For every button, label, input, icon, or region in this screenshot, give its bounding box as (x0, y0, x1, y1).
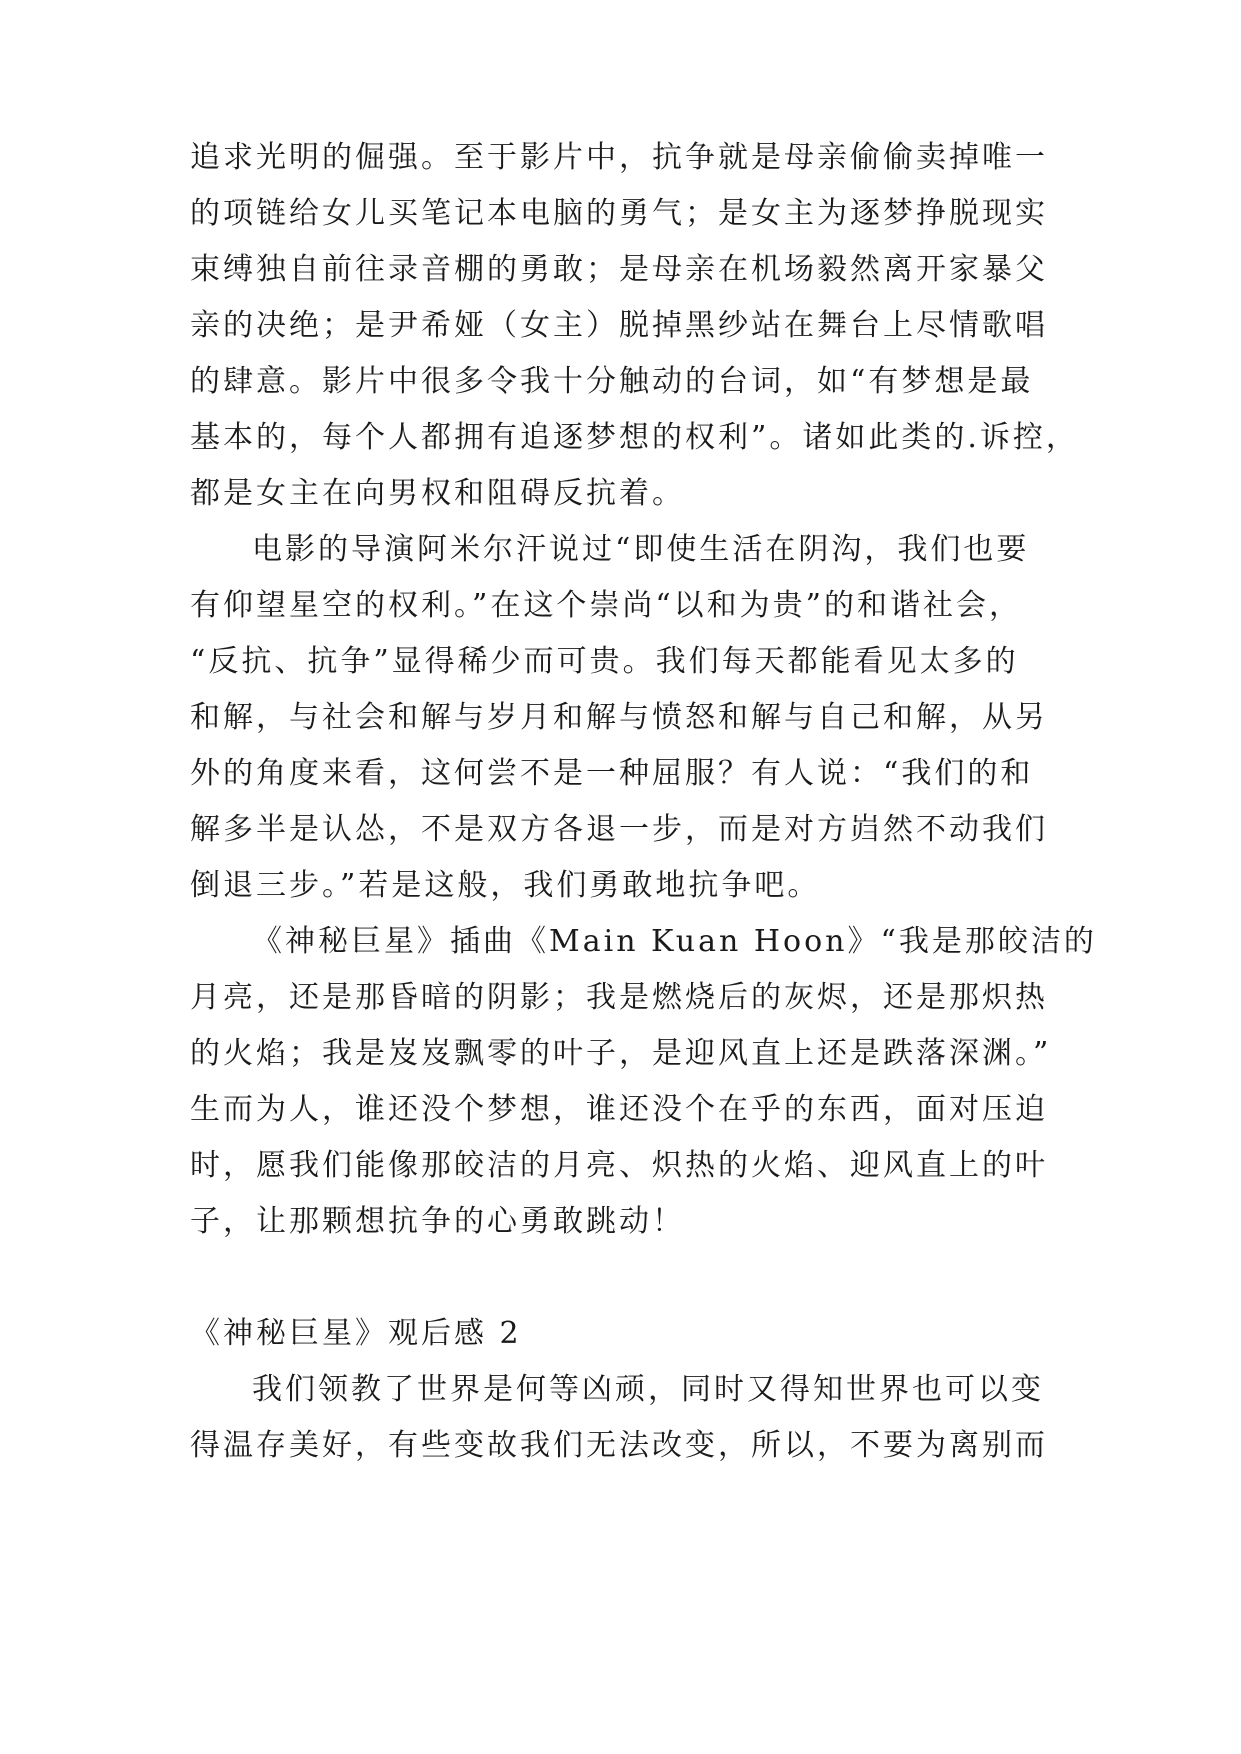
text-line: “反抗、抗争”显得稀少而可贵。我们每天都能看见太多的 (190, 644, 1019, 679)
text-line: 和解，与社会和解与岁月和解与愤怒和解与自己和解，从另 (190, 700, 1048, 735)
text-line: 束缚独自前往录音棚的勇敢；是母亲在机场毅然离开家暴父 (190, 252, 1048, 287)
text-line: 亲的决绝；是尹希娅（女主）脱掉黑纱站在舞台上尽情歌唱 (190, 308, 1048, 343)
text-line: 得温存美好，有些变故我们无法改变，所以，不要为离别而 (190, 1428, 1048, 1463)
text-line: 子，让那颗想抗争的心勇敢跳动！ (190, 1204, 685, 1239)
text-line: 我们领教了世界是何等凶顽，同时又得知世界也可以变 (252, 1372, 1044, 1407)
text-line: 的肆意。影片中很多令我十分触动的台词，如“有梦想是最 (190, 364, 1034, 399)
text-line: 的火焰；我是岌岌飘零的叶子，是迎风直上还是跌落深渊。” (190, 1036, 1052, 1071)
text-line: 倒退三步。”若是这般，我们勇敢地抗争吧。 (190, 868, 821, 903)
text-line: 有仰望星空的权利。”在这个崇尚“以和为贵”的和谐社会， (190, 588, 1023, 623)
text-line: 月亮，还是那昏暗的阴影；我是燃烧后的灰烬，还是那炽热 (190, 980, 1048, 1015)
text-line: 《神秘巨星》插曲《Main Kuan Hoon》“我是那皎洁的 (252, 924, 1097, 959)
text-line: 追求光明的倔强。至于影片中，抗争就是母亲偷偷卖掉唯一 (190, 140, 1048, 175)
text-line: 都是女主在向男权和阻碍反抗着。 (190, 476, 685, 511)
text-line: 的项链给女儿买笔记本电脑的勇气；是女主为逐梦挣脱现实 (190, 196, 1048, 231)
text-line: 电影的导演阿米尔汗说过“即使生活在阴沟，我们也要 (252, 532, 1030, 567)
text-line: 基本的，每个人都拥有追逐梦想的权利”。诸如此类的.诉控， (190, 420, 1079, 455)
section-heading: 《神秘巨星》观后感 2 (190, 1316, 522, 1351)
text-line: 时，愿我们能像那皎洁的月亮、炽热的火焰、迎风直上的叶 (190, 1148, 1048, 1183)
text-line: 外的角度来看，这何尝不是一种屈服？有人说：“我们的和 (190, 756, 1034, 791)
text-line: 生而为人，谁还没个梦想，谁还没个在乎的东西，面对压迫 (190, 1092, 1048, 1127)
text-line: 解多半是认怂，不是双方各退一步，而是对方岿然不动我们 (190, 812, 1048, 847)
